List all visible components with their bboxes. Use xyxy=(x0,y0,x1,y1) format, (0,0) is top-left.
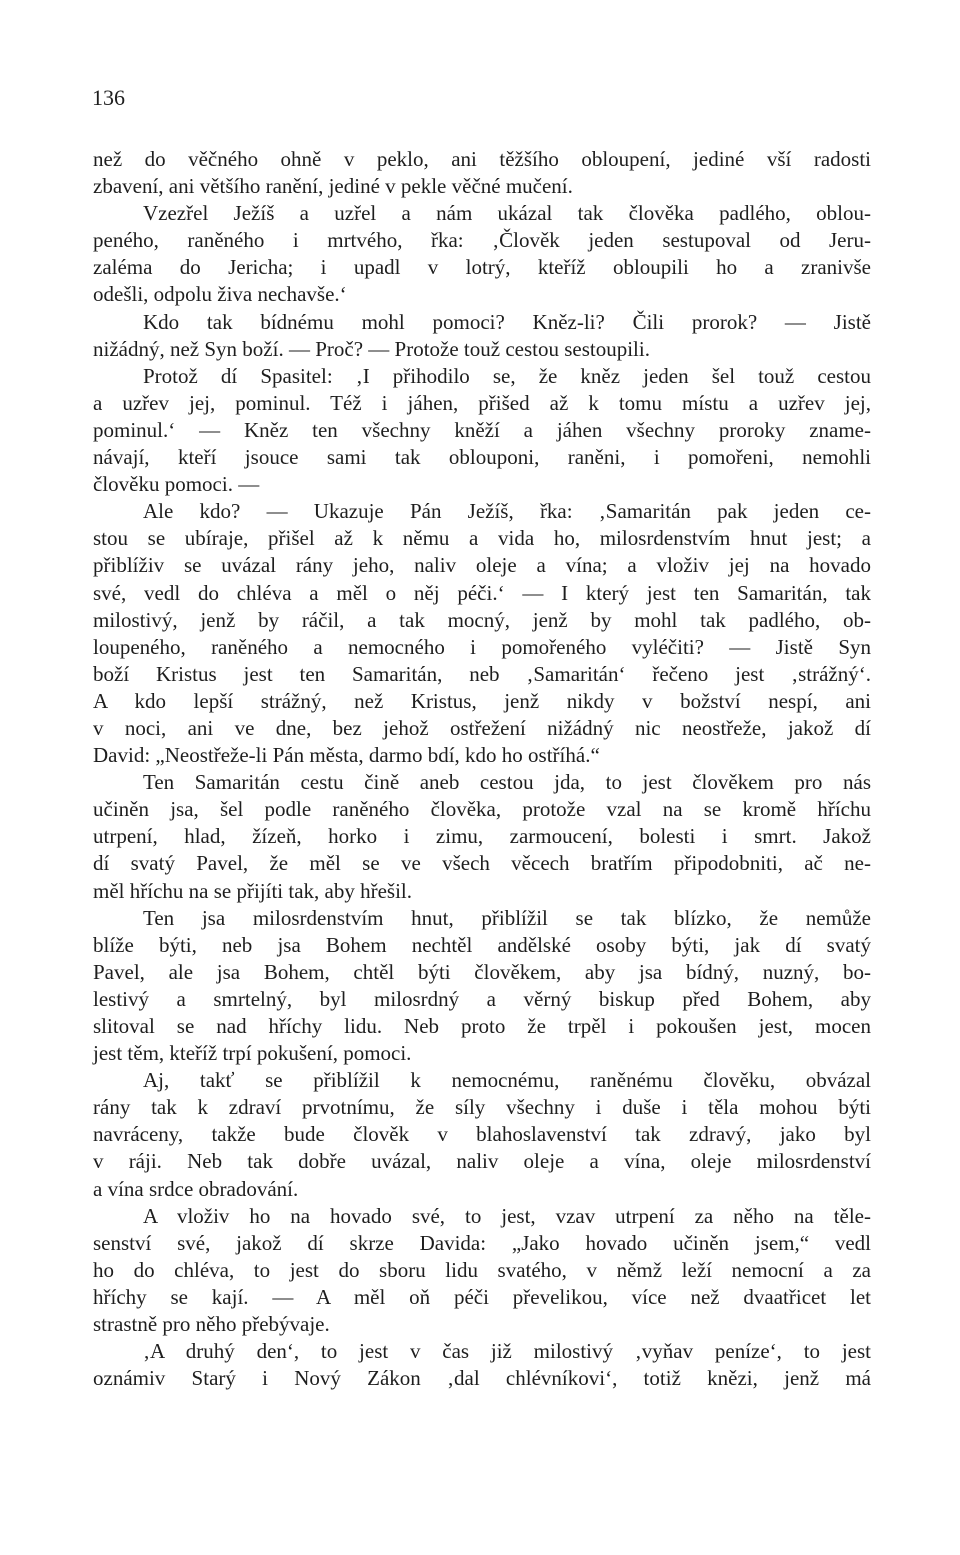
text-line: Protož dí Spasitel: ‚I přihodilo se, že kněz jeden šel touž cestou xyxy=(143,363,871,388)
text-line: lestivý a smrtelný, byl milosrdný a věrný biskup před Bohem, aby xyxy=(93,986,871,1011)
text-line: než do věčného ohně v peklo, ani těžšího obloupení, jediné vší radosti xyxy=(93,147,871,171)
text-line: blíže býti, neb jsa Bohem nechtěl andělské osoby býti, jak dí svatý xyxy=(93,932,871,957)
text-line: hříchy se kají. — A měl oň péči převelikou, více než dvaatřicet let xyxy=(93,1284,871,1309)
text-line: ho do chléva, to jest do sboru lidu svatého, v němž leží nemocní a za xyxy=(93,1257,871,1282)
page-number: 136 xyxy=(92,85,125,110)
text-line: nižádný, než Syn boží. — Proč? — Protože touž cestou sestoupili. xyxy=(93,336,650,361)
text-line: v noci, ani ve dne, bez jehož ostřežení nižádný nic neostřeže, jakož dí xyxy=(93,715,871,740)
text-line: senství své, jakož dí skrze Davida: „Jako hovado učiněn jsem,“ vedl xyxy=(93,1230,871,1255)
text-line: utrpení, hlad, žízeň, horko i zimu, zarmoucení, bolesti i smrt. Jakož xyxy=(93,824,871,849)
text-line: rány tak k zdraví prvotnímu, že síly všechny i duše i těla mohou býti xyxy=(93,1095,871,1120)
text-line: David: „Neostřeže-li Pán města, darmo bdí, kdo ho ostříhá.“ xyxy=(93,743,600,768)
text-line: ‚A druhý den‘, to jest v čas již milostivý ‚vyňav peníze‘, to jest xyxy=(143,1339,871,1364)
text-line: a vína srdce obradování. xyxy=(93,1176,299,1201)
text-line: stou se ubíraje, přišel až k němu a vida ho, milosrdenstvím hnut jest; a xyxy=(93,526,871,551)
text-line: Ten Samaritán cestu čině aneb cestou jda, to jest člověkem pro nás xyxy=(143,770,871,795)
text-line: zaléma do Jericha; i upadl v lotrý, kteříž obloupili ho a zranivše xyxy=(93,255,871,280)
text-line: přiblíživ se uvázal rány jeho, naliv oleje a vína; a vloživ jej na hovado xyxy=(93,553,871,578)
text-line: učiněn jsa, šel podle raněného člověka, protože vzal na se kromě hříchu xyxy=(93,797,871,822)
text-line: oznámiv Starý i Nový Zákon ‚dal chlévníkovi‘, totiž knězi, jenž má xyxy=(93,1366,871,1391)
text-line: A kdo lepší strážný, než Kristus, jenž nikdy v božství nespí, ani xyxy=(93,688,871,713)
text-line: slitoval se nad hříchy lidu. Neb proto že trpěl i pokoušen jest, mocen xyxy=(93,1014,871,1038)
text-line: loupeného, raněného a nemocného i pomořeného vyléčiti? — Jistě Syn xyxy=(93,634,871,659)
text-line: dí svatý Pavel, že měl se ve všech věcech bratřím připodobniti, ač ne- xyxy=(93,851,871,876)
text-line: milostivý, jenž by ráčil, a tak mocný, jenž by mohl tak padlého, ob- xyxy=(93,607,871,632)
text-line: strastně pro něho přebývaje. xyxy=(93,1312,330,1337)
text-line: člověku pomoci. — xyxy=(93,472,260,497)
text-line: Vzezřel Ježíš a uzřel a nám ukázal tak člověka padlého, oblou- xyxy=(143,201,871,226)
text-line: Kdo tak bídnému mohl pomoci? Kněz-li? Čili prorok? — Jistě xyxy=(143,309,871,334)
text-line: návají, kteří jsouce sami tak oblouponi, raněni, i pomořeni, nemohli xyxy=(93,445,871,470)
text-line: Ten jsa milosrdenstvím hnut, přiblížil se tak blízko, že nemůže xyxy=(143,905,871,930)
text-line: Pavel, ale jsa Bohem, chtěl býti člověkem, aby jsa bídný, nuzný, bo- xyxy=(93,959,871,984)
text-line: měl hříchu na se přijíti tak, aby hřešil. xyxy=(93,878,412,903)
text-line: navráceny, takže bude člověk v blahoslavenství tak zdravý, jako byl xyxy=(93,1122,871,1147)
text-line: peného, raněného i mrtvého, řka: ‚Člověk jeden sestupoval od Jeru- xyxy=(93,228,871,253)
text-line: zbavení, ani většího ranění, jediné v pekle věčné mučení. xyxy=(93,174,573,199)
text-line: své, vedl do chléva a měl o něj péči.‘ — I který jest ten Samaritán, tak xyxy=(93,580,871,605)
text-line: v ráji. Neb tak dobře uvázal, naliv oleje a vína, oleje milosrdenství xyxy=(93,1149,871,1174)
text-line: boží Kristus jest ten Samaritán, neb ‚Samaritán‘ řečeno jest ‚strážný‘. xyxy=(93,661,871,686)
text-line: odešli, odpolu živa nechavše.‘ xyxy=(93,282,347,307)
text-line: a uzřev jej, pominul. Též i jáhen, přišed až k tomu místu a uzřev jej, xyxy=(93,390,871,415)
text-line: Ale kdo? — Ukazuje Pán Ježíš, řka: ‚Samaritán pak jeden ce- xyxy=(143,499,871,524)
text-line: jest těm, kteříž trpí pokušení, pomoci. xyxy=(93,1041,412,1066)
body-text xyxy=(93,146,871,1392)
text-line: pominul.‘ — Kněz ten všechny kněží a jáhen všechny proroky zname- xyxy=(93,417,871,442)
text-line: A vloživ ho na hovado své, to jest, vzav utrpení za něho na těle- xyxy=(143,1203,871,1228)
text-line: Aj, takť se přiblížil k nemocnému, raněnému člověku, obvázal xyxy=(143,1068,871,1093)
